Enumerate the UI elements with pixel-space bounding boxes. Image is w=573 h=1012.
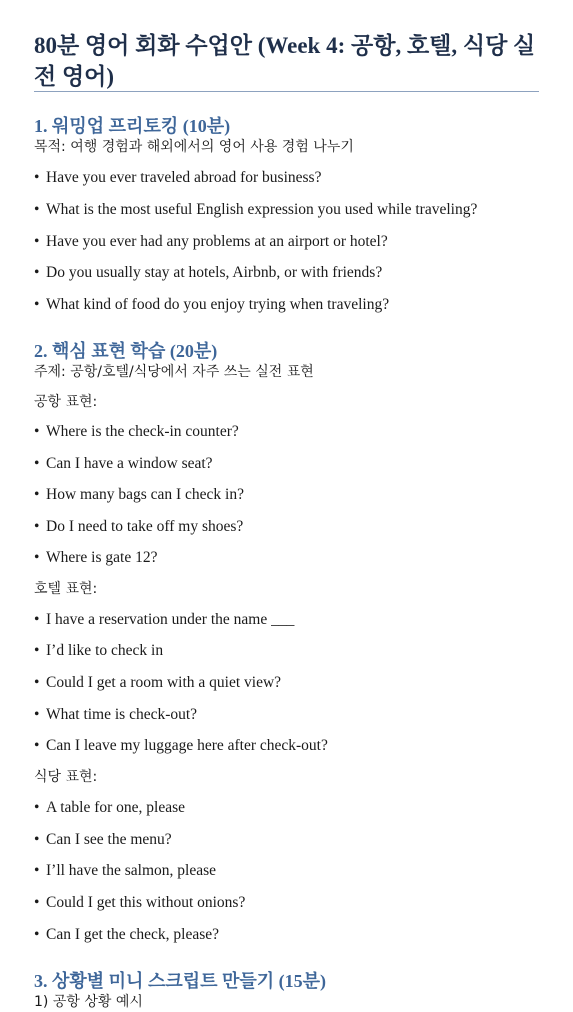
section-heading-mini-script: 3. 상황별 미니 스크립트 만들기 (15분) <box>34 971 327 991</box>
list-item: • Where is gate 12? <box>34 549 158 566</box>
bullet-icon: • <box>34 642 40 659</box>
bullet-icon: • <box>34 549 40 566</box>
list-item: • Do I need to take off my shoes? <box>34 518 244 535</box>
list-item: • A table for one, please <box>34 799 186 816</box>
section-heading-key-expressions: 2. 핵심 표현 학습 (20분) <box>34 341 218 361</box>
bullet-icon: • <box>34 296 40 313</box>
bullet-icon: • <box>34 169 40 186</box>
warmup-purpose: 목적: 여행 경험과 해외에서의 영어 사용 경험 나누기 <box>34 139 354 155</box>
list-item: • How many bags can I check in? <box>34 486 244 503</box>
restaurant-label: 식당 표현: <box>34 769 98 785</box>
bullet-icon: • <box>34 706 40 723</box>
airport-label: 공항 표현: <box>34 394 98 410</box>
list-item: • Have you ever had any problems at an airport or hotel? <box>34 233 388 250</box>
list-item: • I’d like to check in <box>34 642 164 659</box>
list-item: • What time is check-out? <box>34 706 198 723</box>
list-item: • What is the most useful English expression you used while traveling? <box>34 201 478 218</box>
list-item: • Can I get the check, please? <box>34 926 219 943</box>
bullet-icon: • <box>34 611 40 628</box>
bullet-icon: • <box>34 518 40 535</box>
bullet-icon: • <box>34 233 40 250</box>
bullet-icon: • <box>34 674 40 691</box>
document-title: 80분 영어 회화 수업안 (Week 4: 공항, 호텔, 식당 실전 영어) <box>34 33 536 89</box>
list-item: • Where is the check-in counter? <box>34 423 239 440</box>
title-divider <box>34 91 539 92</box>
list-item: • Could I get this without onions? <box>34 894 246 911</box>
bullet-icon: • <box>34 894 40 911</box>
list-item: • Could I get a room with a quiet view? <box>34 674 282 691</box>
list-item: • Have you ever traveled abroad for business? <box>34 169 322 186</box>
key-expressions-topic: 주제: 공항/호텔/식당에서 자주 쓰는 실전 표현 <box>34 364 314 380</box>
list-item: • What kind of food do you enjoy trying when traveling? <box>34 296 390 313</box>
list-item: • Can I leave my luggage here after check-out? <box>34 737 328 754</box>
bullet-icon: • <box>34 926 40 943</box>
hotel-label: 호텔 표현: <box>34 581 98 597</box>
bullet-icon: • <box>34 264 40 281</box>
list-item: • Do you usually stay at hotels, Airbnb, or with friends? <box>34 264 383 281</box>
section-heading-warmup: 1. 워밍업 프리토킹 (10분) <box>34 116 231 136</box>
bullet-icon: • <box>34 423 40 440</box>
mini-script-first-line: 1) 공항 상황 예시 <box>34 994 143 1010</box>
list-item: • Can I have a window seat? <box>34 455 213 472</box>
bullet-icon: • <box>34 737 40 754</box>
bullet-icon: • <box>34 799 40 816</box>
bullet-icon: • <box>34 486 40 503</box>
bullet-icon: • <box>34 455 40 472</box>
bullet-icon: • <box>34 862 40 879</box>
list-item: • I have a reservation under the name ___ <box>34 611 295 628</box>
bullet-icon: • <box>34 201 40 218</box>
bullet-icon: • <box>34 831 40 848</box>
list-item: • I’ll have the salmon, please <box>34 862 217 879</box>
list-item: • Can I see the menu? <box>34 831 172 848</box>
